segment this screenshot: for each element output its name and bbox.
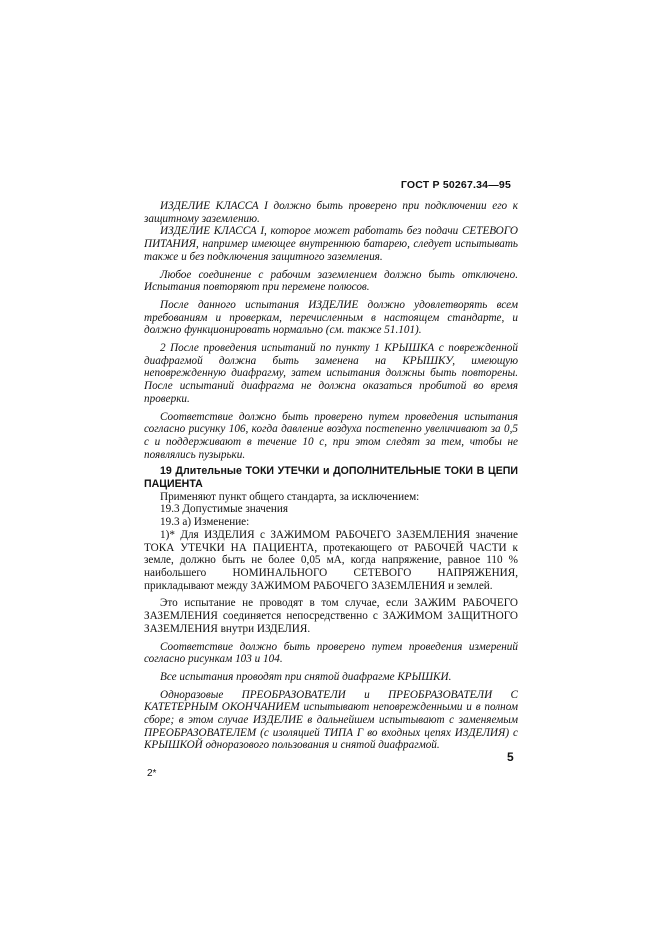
paragraph-diaphragm-removed: Все испытания проводят при снятой диафрагме КРЫШКИ. (160, 670, 452, 683)
paragraph-disposable-transducers: Одноразовые ПРЕОБРАЗОВАТЕЛИ и ПРЕОБРАЗОВАТЕЛИ С КАТЕТЕРНЫМ ОКОНЧАНИЕМ испытывают неповрежденными и в полном сборе; в этом случае ИЗДЕЛИЕ в дальнейшем испытывают с заменяемым ПРЕОБРАЗОВАТЕЛЕМ (с изоляцией ТИПА Г во входных цепях ИЗДЕЛИЯ) с КРЫШКОЙ одноразового пользования и снятой диафрагмой. (144, 688, 518, 752)
paragraph-cover-replacement: 2 После проведения испытаний по пункту 1 КРЫШКА с поврежденной диафрагмой должна быть заменена на КРЫШКУ, имеющую неповрежденную диафрагму, затем испытания должны быть повторены. После испытаний диафрагма не должна оказаться пробитой во время проверки. (144, 342, 518, 405)
paragraph-class1-protective-earth: ИЗДЕЛИЕ КЛАССА I должно быть проверено при подключении его к защитному заземлению. (144, 200, 518, 225)
clause-19-3: 19.3 Допустимые значения (160, 503, 289, 516)
page-number: 5 (507, 750, 514, 764)
paragraph-class1-no-mains: ИЗДЕЛИЕ КЛАССА I, которое может работать без подачи СЕТЕВОГО ПИТАНИЯ, например имеющее внутреннюю батарею, следует испытывать также и без подключения защитного заземления. (144, 225, 518, 263)
paragraph-patient-leakage-limit: 1)* Для ИЗДЕЛИЯ с ЗАЖИМОМ РАБОЧЕГО ЗАЗЕМЛЕНИЯ значение ТОКА УТЕЧКИ НА ПАЦИЕНТА, протекающего от РАБОЧЕЙ ЧАСТИ к земле, должно быть не более 0,05 мА, когда напряжение, равное 110 % наибольшего НОМИНАЛЬНОГО СЕТЕВОГО НАПРЯЖЕНИЯ, прикладывают между ЗАЖИМОМ РАБОЧЕГО ЗАЗЕМЛЕНИЯ и землей. (144, 528, 518, 592)
paragraph-functional-earth: Любое соединение с рабочим заземлением должно быть отключено. Испытания повторяют при перемене полюсов. (144, 268, 518, 294)
paragraph-test-exception: Это испытание не проводят в том случае, если ЗАЖИМ РАБОЧЕГО ЗАЗЕМЛЕНИЯ соединяется непосредственно с ЗАЖИМОМ ЗАЩИТНОГО ЗАЗЕМЛЕНИЯ внутри ИЗДЕЛИЯ. (144, 597, 518, 635)
sheet-mark: 2* (147, 768, 157, 779)
section-heading-19: 19 Длительные ТОКИ УТЕЧКИ и ДОПОЛНИТЕЛЬНЫЕ ТОКИ В ЦЕПИ ПАЦИЕНТА (144, 465, 518, 491)
clause-19-3-a: 19.3 а) Изменение: (160, 516, 250, 529)
page-body (144, 200, 518, 752)
paragraph-after-test: После данного испытания ИЗДЕЛИЕ должно удовлетворять всем требованиям и проверкам, перечисленным в настоящем стандарте, и должно функционировать нормально (см. также 51.101). (144, 298, 518, 337)
paragraph-general-clause: Применяют пункт общего стандарта, за исключением: (160, 490, 420, 503)
paragraph-compliance-air-test: Соответствие должно быть проверено путем проведения испытания согласно рисунку 106, когда давление воздуха постепенно увеличивают за 0,5 с и поддерживают в течение 10 с, при этом следят за тем, чтобы не появлялись пузырьки. (144, 410, 518, 461)
paragraph-compliance-figures: Соответствие должно быть проверено путем проведения измерений согласно рисункам 103 и 104. (144, 640, 518, 666)
document-code: ГОСТ Р 50267.34—95 (400, 179, 511, 191)
